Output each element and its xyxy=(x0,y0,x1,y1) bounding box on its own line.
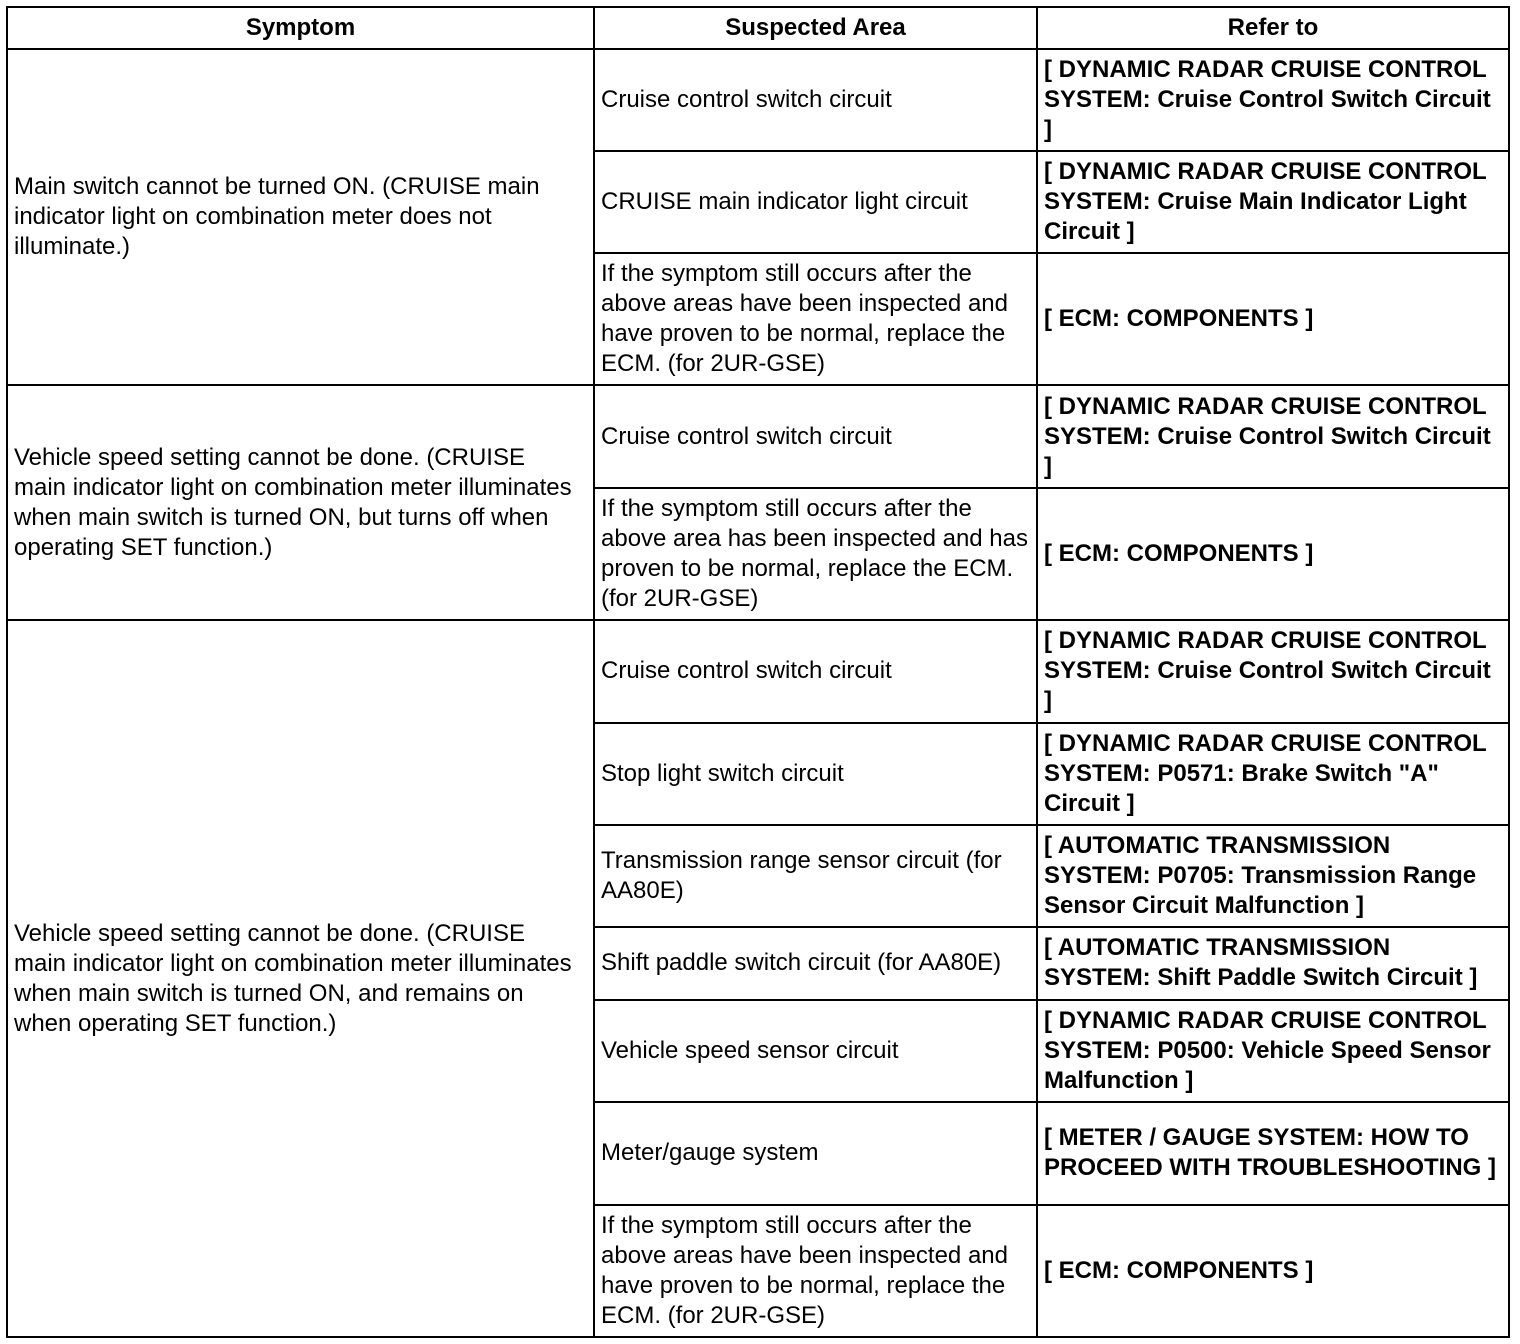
suspected-area-cell: Cruise control switch circuit xyxy=(594,385,1037,488)
refer-to-link[interactable]: [ ECM: COMPONENTS ] xyxy=(1037,253,1509,385)
header-refer-to: Refer to xyxy=(1037,7,1509,49)
suspected-area-cell: Vehicle speed sensor circuit xyxy=(594,1000,1037,1102)
suspected-area-cell: Cruise control switch circuit xyxy=(594,620,1037,722)
refer-to-link[interactable]: [ METER / GAUGE SYSTEM: HOW TO PROCEED WITH TROUBLESHOOTING ] xyxy=(1037,1102,1509,1205)
refer-to-link[interactable]: [ ECM: COMPONENTS ] xyxy=(1037,1205,1509,1337)
suspected-area-cell: Cruise control switch circuit xyxy=(594,49,1037,151)
suspected-area-cell: Transmission range sensor circuit (for AA80E) xyxy=(594,825,1037,927)
suspected-area-cell: If the symptom still occurs after the above areas have been inspected and have proven to be normal, replace the ECM. (for 2UR-GSE) xyxy=(594,253,1037,385)
refer-to-link[interactable]: [ DYNAMIC RADAR CRUISE CONTROL SYSTEM: P0571: Brake Switch "A" Circuit ] xyxy=(1037,723,1509,825)
suspected-area-cell: Shift paddle switch circuit (for AA80E) xyxy=(594,927,1037,1000)
refer-to-link[interactable]: [ DYNAMIC RADAR CRUISE CONTROL SYSTEM: Cruise Control Switch Circuit ] xyxy=(1037,620,1509,722)
refer-to-link[interactable]: [ DYNAMIC RADAR CRUISE CONTROL SYSTEM: Cruise Main Indicator Light Circuit ] xyxy=(1037,151,1509,253)
suspected-area-cell: If the symptom still occurs after the above areas have been inspected and have proven to be normal, replace the ECM. (for 2UR-GSE) xyxy=(594,1205,1037,1337)
suspected-area-cell: If the symptom still occurs after the above area has been inspected and has proven to be normal, replace the ECM. (for 2UR-GSE) xyxy=(594,488,1037,620)
header-row xyxy=(7,7,1509,49)
header-symptom: Symptom xyxy=(7,7,594,49)
refer-to-link[interactable]: [ DYNAMIC RADAR CRUISE CONTROL SYSTEM: Cruise Control Switch Circuit ] xyxy=(1037,385,1509,488)
suspected-area-cell: Stop light switch circuit xyxy=(594,723,1037,825)
table-row xyxy=(7,620,1509,722)
symptom-cell: Main switch cannot be turned ON. (CRUISE main indicator light on combination meter does not illuminate.) xyxy=(7,49,594,385)
refer-to-link[interactable]: [ DYNAMIC RADAR CRUISE CONTROL SYSTEM: Cruise Control Switch Circuit ] xyxy=(1037,49,1509,151)
header-suspected-area: Suspected Area xyxy=(594,7,1037,49)
suspected-area-cell: Meter/gauge system xyxy=(594,1102,1037,1205)
refer-to-link[interactable]: [ DYNAMIC RADAR CRUISE CONTROL SYSTEM: P0500: Vehicle Speed Sensor Malfunction ] xyxy=(1037,1000,1509,1102)
suspected-area-cell: CRUISE main indicator light circuit xyxy=(594,151,1037,253)
refer-to-link[interactable]: [ ECM: COMPONENTS ] xyxy=(1037,488,1509,620)
symptom-cell: Vehicle speed setting cannot be done. (CRUISE main indicator light on combination meter illuminates when main switch is turned ON, but turns off when operating SET function.) xyxy=(7,385,594,620)
table-row xyxy=(7,385,1509,488)
symptom-cell: Vehicle speed setting cannot be done. (CRUISE main indicator light on combination meter illuminates when main switch is turned ON, and remains on when operating SET function.) xyxy=(7,620,594,1337)
troubleshooting-table xyxy=(6,6,1510,1338)
table-row xyxy=(7,49,1509,151)
refer-to-link[interactable]: [ AUTOMATIC TRANSMISSION SYSTEM: Shift Paddle Switch Circuit ] xyxy=(1037,927,1509,1000)
refer-to-link[interactable]: [ AUTOMATIC TRANSMISSION SYSTEM: P0705: Transmission Range Sensor Circuit Malfunction ] xyxy=(1037,825,1509,927)
